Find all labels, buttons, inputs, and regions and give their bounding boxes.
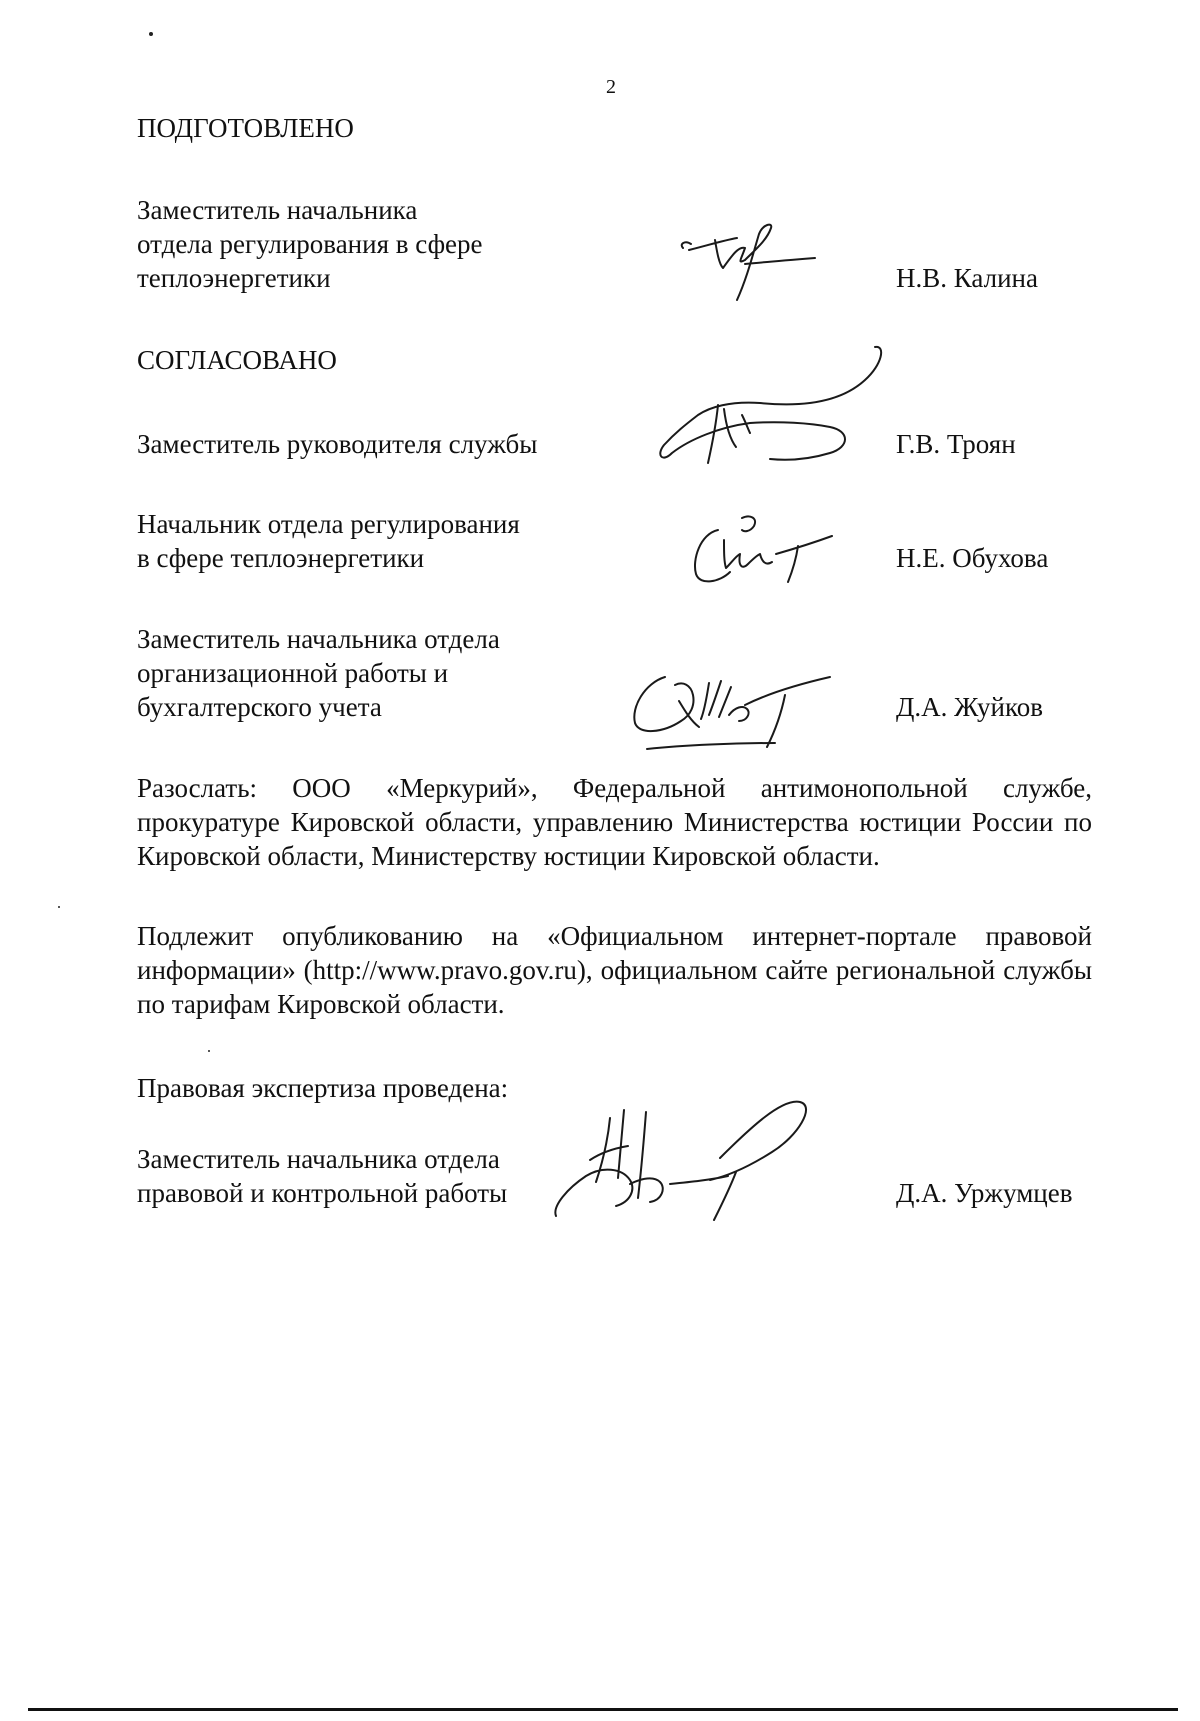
legal-review-position-line: правовой и контрольной работы <box>137 1178 508 1208</box>
publication-text: Подлежит опубликованию на «Официальном интернет-портале правовой информации» (http://www.pravo.gov.ru), официальном сайте региональной службы по тарифам Кировской области. <box>137 921 1092 1019</box>
signature-zhuykov <box>625 665 855 755</box>
page-number: 2 <box>606 76 616 98</box>
prepared-position-line: теплоэнергетики <box>137 263 331 293</box>
agreed-position-line: бухгалтерского учета <box>137 692 382 722</box>
agreed-position-line: Заместитель начальника отдела <box>137 624 500 654</box>
signature-urzhumtsev <box>550 1088 820 1223</box>
signature-kalina <box>675 220 825 305</box>
prepared-position-line: отдела регулирования в сфере <box>137 229 483 259</box>
agreed-position-line: Заместитель руководителя службы <box>137 429 538 459</box>
signature-troyan <box>650 335 890 505</box>
prepared-heading: ПОДГОТОВЛЕНО <box>137 113 354 143</box>
agreed-signer-name: Д.А. Жуйков <box>896 692 1043 722</box>
agreed-position-line: организационной работы и <box>137 658 449 688</box>
prepared-signer-name: Н.В. Калина <box>896 263 1038 293</box>
agreed-heading: СОГЛАСОВАНО <box>137 345 337 375</box>
prepared-position-line: Заместитель начальника <box>137 195 418 225</box>
agreed-position-line: Начальник отдела регулирования <box>137 509 520 539</box>
agreed-signer-name: Н.Е. Обухова <box>896 543 1049 573</box>
agreed-position-line: в сфере теплоэнергетики <box>137 543 425 573</box>
signature-obukhova <box>680 510 840 590</box>
agreed-signer-name: Г.В. Троян <box>896 429 1016 459</box>
legal-review-position-line: Заместитель начальника отдела <box>137 1144 500 1174</box>
legal-review-heading: Правовая экспертиза проведена: <box>137 1073 509 1103</box>
bottom-scan-edge <box>28 1708 1178 1711</box>
scan-speck <box>149 32 153 36</box>
scan-speck <box>58 906 60 908</box>
scan-speck <box>208 1050 210 1052</box>
distribution-text: Разослать: ООО «Меркурий», Федеральной антимонопольной службе, прокуратуре Кировской области, управлению Министерства юстиции России по Кировской области, Министерству юстиции Кировской области. <box>137 773 1092 871</box>
legal-review-signer-name: Д.А. Уржумцев <box>896 1178 1073 1208</box>
